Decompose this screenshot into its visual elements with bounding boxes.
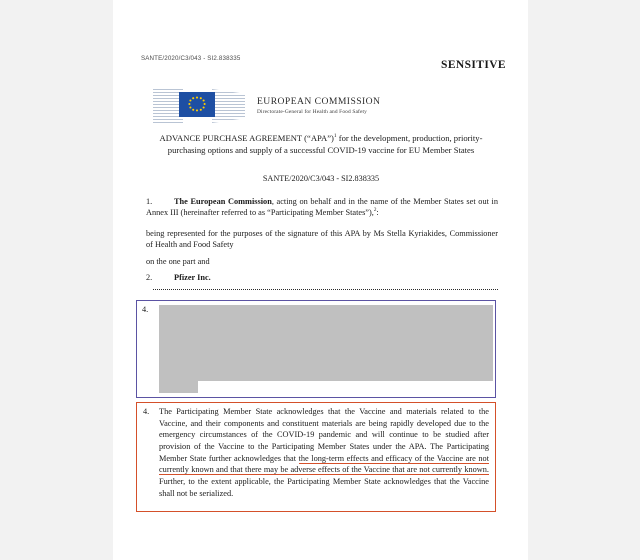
document-reference: SANTE/2020/C3/043 - SI2.838335 (141, 55, 241, 62)
document-title (145, 132, 497, 156)
eu-flag-icon (179, 92, 215, 117)
classification-label: SENSITIVE (441, 59, 506, 71)
highlighted-clause-box (136, 402, 496, 512)
title-line-2: priority-purchasing options and supply of a successful COVID-19 vaccine for EU Member (167, 133, 483, 156)
clause-1-footnote-marker: 2 (373, 207, 377, 214)
clause-2-party: Pfizer Inc. (174, 273, 211, 282)
title-line-3: States (453, 145, 475, 156)
title-line-1: ADVANCE PURCHASE AGREEMENT (“APA”) (159, 133, 334, 143)
clause-1-text: , acting on behalf and in the name of the Member States set out in Annex III (hereinafter referred to as “Participating Member States”), (146, 197, 498, 218)
paragraph-one-part: on the one part and (146, 257, 210, 266)
logo-stripes-right (212, 89, 245, 123)
document-page (113, 0, 528, 560)
organisation-name: EUROPEAN COMMISSION (257, 95, 381, 107)
highlighted-clause-text (143, 406, 489, 499)
redacted-clause-box (136, 300, 496, 398)
redacted-clause-number: 4. (142, 305, 149, 314)
clause-2-number: 2. (146, 273, 153, 282)
clause-1 (146, 196, 498, 219)
clause-2 (146, 272, 498, 283)
directorate-name: Directorate-General for Health and Food Safety (257, 109, 368, 116)
european-commission-logo (153, 89, 380, 123)
ec-emblem-icon (153, 89, 245, 123)
document-subreference: SANTE/2020/C3/043 - SI2.838335 (262, 174, 380, 183)
logo-text-block (257, 97, 380, 115)
dotted-separator (153, 288, 498, 290)
highlighted-text-before: The Participating Member State acknowledges that the Vaccine and materials related to the Vaccine, and their components and constituent materials are being rapidly developed due to the emergency circumstances of the COVID-19 pandemic and will continue to be studied after provision of the Vaccine to the Participating Member States under the APA. The Participating Member State further acknowledges that (159, 407, 489, 463)
clause-1-tail: : (376, 208, 379, 218)
paragraph-represented-by: being represented for the purposes of the signature of this APA by Ms Stella Kyriakides, Commissioner of Health and Food Safety (146, 229, 498, 250)
clause-1-party: The European Commission (174, 197, 272, 206)
clause-1-number: 1. (146, 197, 153, 206)
highlighted-text-after: Further, to the extent applicable, the Participating Member State acknowledges that the Vaccine shall not be serialized. (159, 476, 489, 498)
title-line-1-tail: for the development, production, (336, 133, 452, 143)
highlighted-text-underlined: the long-term effects and efficacy of the Vaccine are not currently known and that there may be adverse effects of the Vaccine that are not currently known. (159, 453, 489, 475)
highlighted-clause-number: 4. (143, 407, 150, 416)
title-footnote-marker: 1 (333, 133, 337, 140)
redaction-block-tail (159, 381, 198, 393)
redaction-block-main (159, 305, 493, 381)
